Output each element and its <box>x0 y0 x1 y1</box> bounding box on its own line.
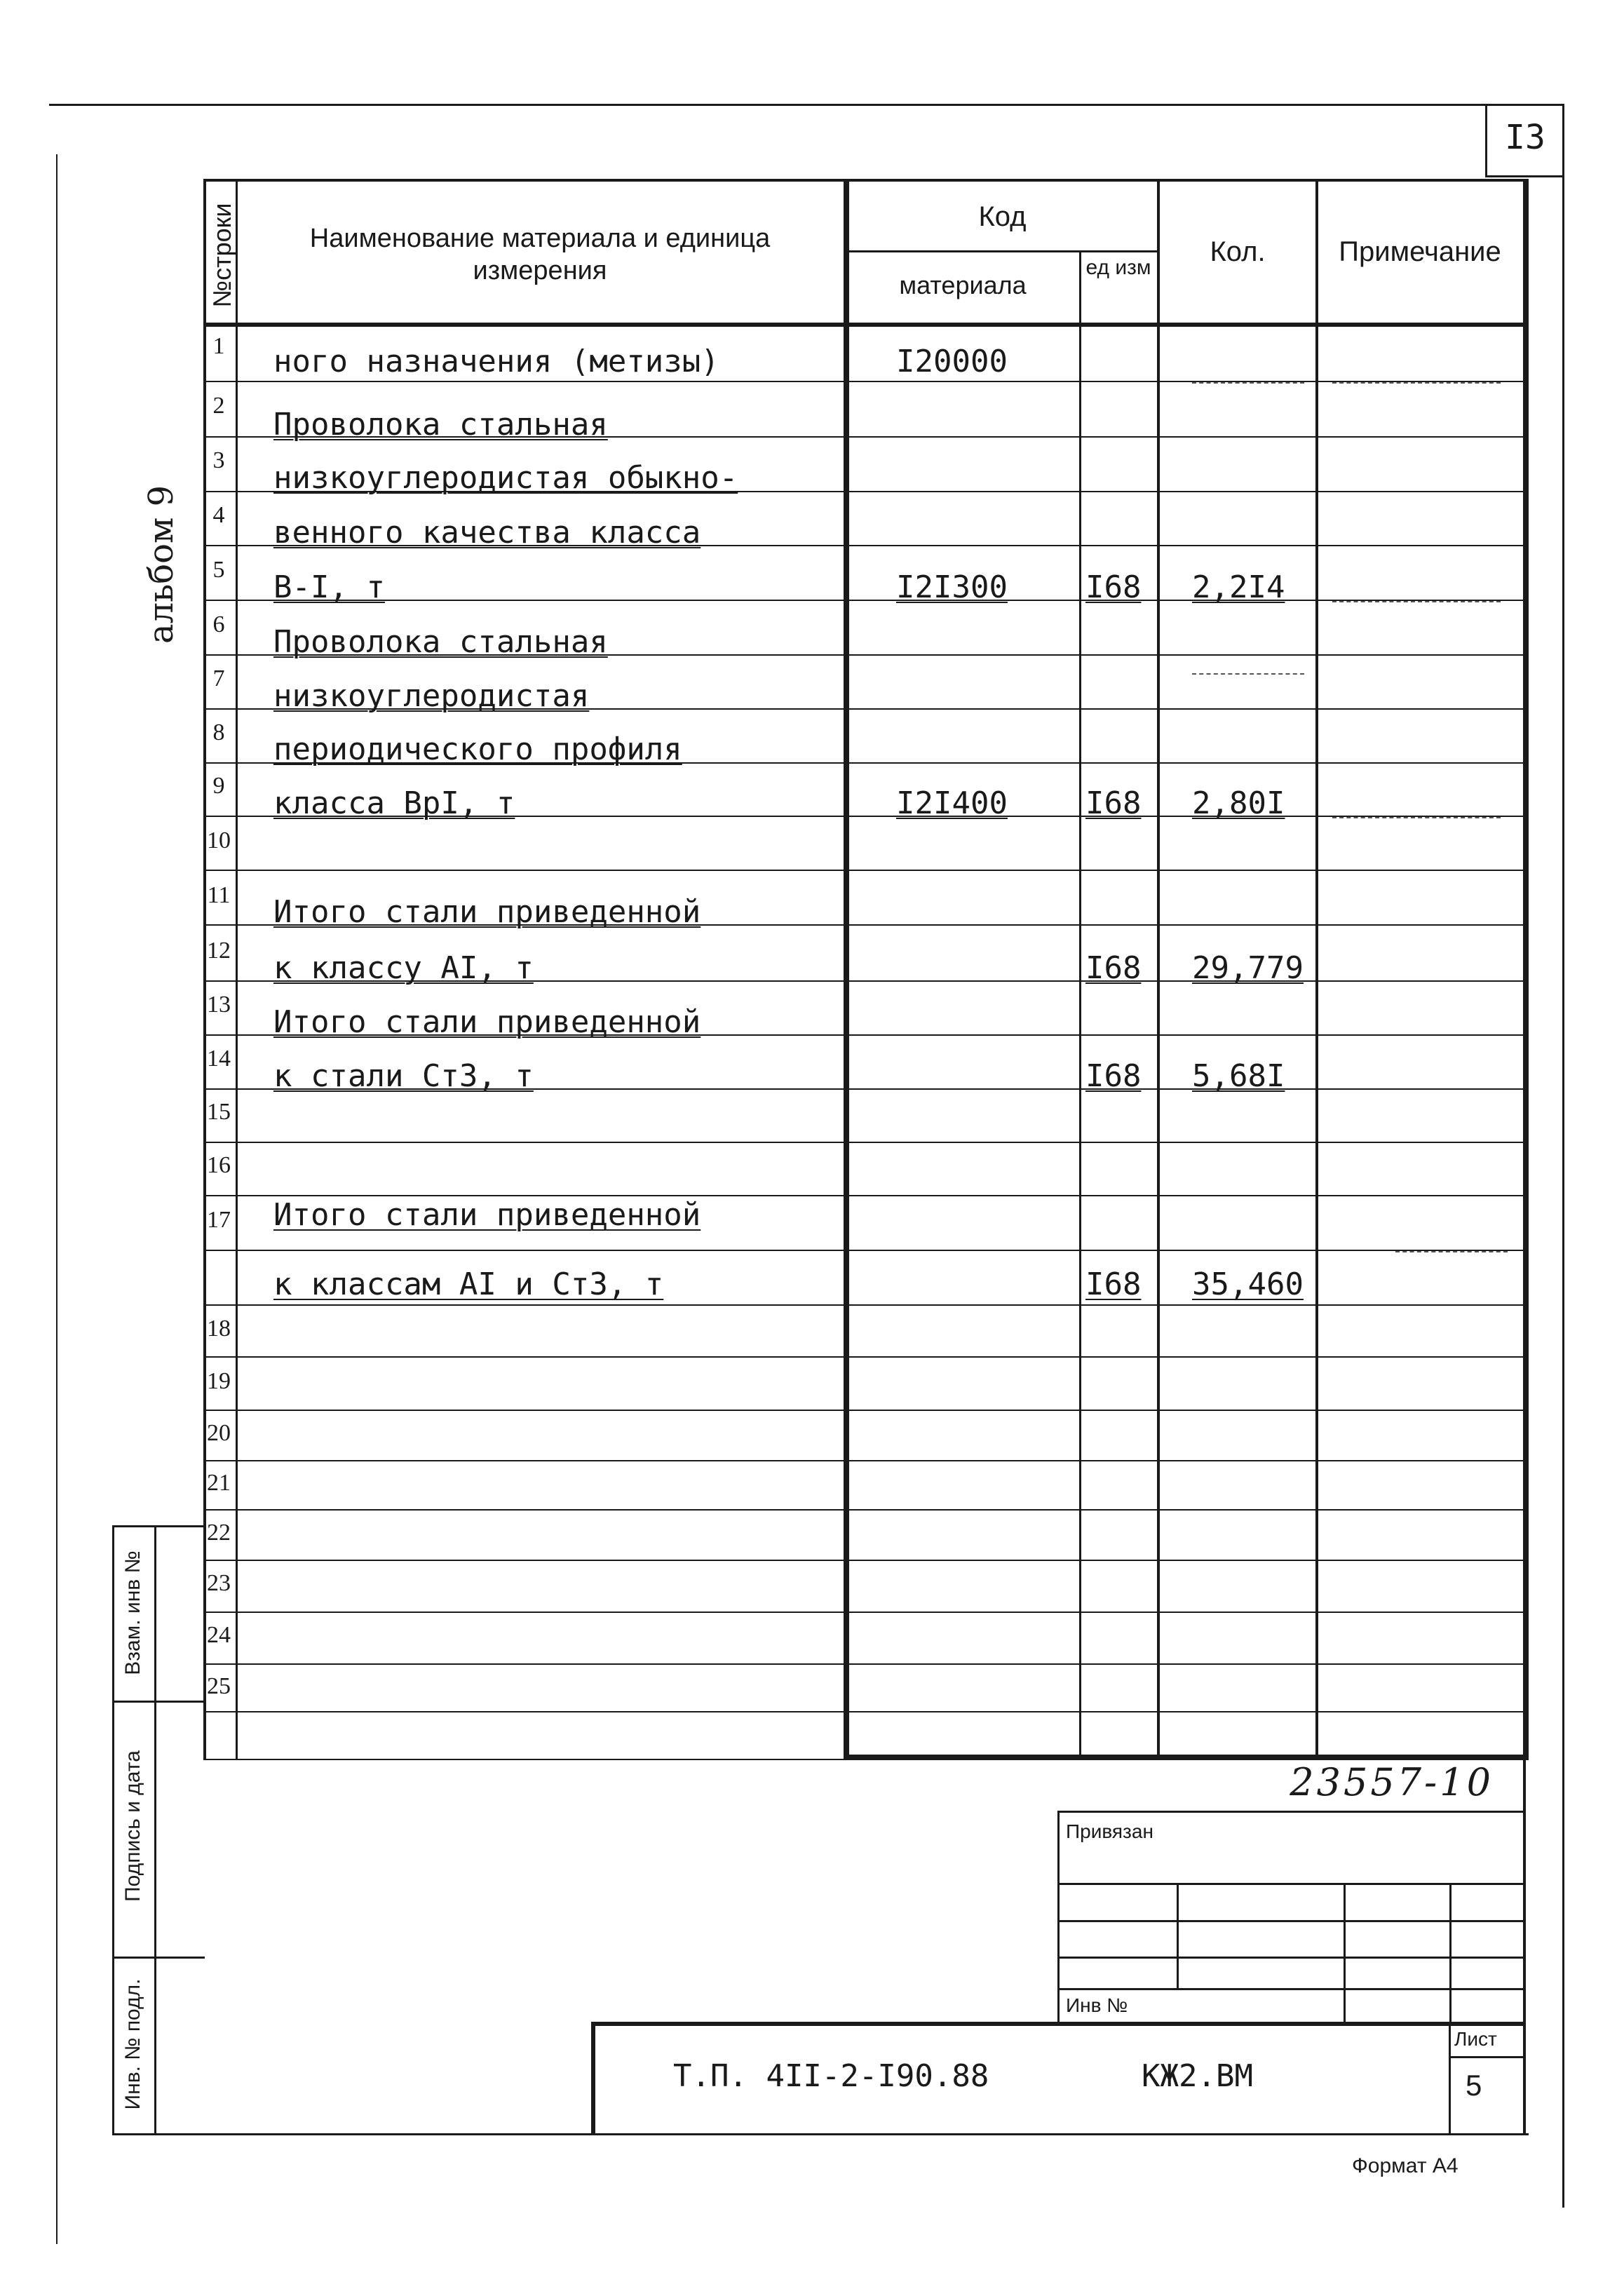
unit-col-line <box>1079 252 1081 1760</box>
row-number: 23 <box>207 1570 231 1596</box>
note-col-line <box>1315 179 1318 1760</box>
row-unit: I68 <box>1085 569 1142 605</box>
row-name: к классам АI и Ст3, т <box>273 1266 664 1302</box>
sheet-cell-sep <box>1449 2056 1526 2058</box>
margin-outer-left <box>112 1525 114 2135</box>
row-number: 1 <box>212 333 225 359</box>
row-code: I2I300 <box>896 569 1008 605</box>
bound-left <box>1057 1811 1060 2025</box>
row-number: 3 <box>212 447 225 473</box>
row-sep-20 <box>203 1410 1525 1411</box>
bound-row-1 <box>1057 1883 1525 1885</box>
row-sep-24 <box>203 1612 1525 1613</box>
row-name: к стали Ст3, т <box>273 1058 534 1094</box>
row-unit: I68 <box>1085 1058 1142 1094</box>
document-code: КЖ2.ВМ <box>1142 2058 1253 2094</box>
row-number: 8 <box>212 719 225 745</box>
margin-inner-left <box>154 1525 156 2135</box>
handwritten-number: 23557-10 <box>1290 1760 1494 1804</box>
row-name: периодического профиля <box>273 731 682 767</box>
guide-dash <box>1332 817 1501 818</box>
row-unit: I68 <box>1085 1266 1142 1302</box>
row-sep-17 <box>203 1250 1525 1251</box>
row-number: 25 <box>207 1673 231 1699</box>
header-code: Код <box>978 201 1027 232</box>
row-sep-15 <box>203 1142 1525 1143</box>
sheet-box-bottom <box>1485 175 1562 177</box>
title-left <box>591 2022 595 2135</box>
row-code: I2I400 <box>896 785 1008 821</box>
row-unit: I68 <box>1085 950 1142 986</box>
sheet-value: 5 <box>1466 2069 1482 2102</box>
format-label: Формат А4 <box>1352 2154 1459 2177</box>
row-code: I20000 <box>896 344 1008 379</box>
margin-bottom <box>112 2133 1529 2135</box>
guide-dash <box>1192 673 1304 675</box>
row-name: В-I, т <box>273 569 385 605</box>
header-qty: Кол. <box>1210 236 1266 267</box>
row-name: Проволока стальная <box>273 624 608 660</box>
row-number: 22 <box>207 1520 231 1546</box>
bound-row-3 <box>1057 1957 1525 1959</box>
row-sep-26 <box>203 1711 1525 1712</box>
row-number: 24 <box>207 1622 231 1648</box>
sheet-cell-left <box>1449 2022 1451 2135</box>
row-name: Итого стали приведенной <box>273 1004 701 1040</box>
frame-left <box>56 154 57 2244</box>
row-name: к классу АI, т <box>273 950 534 986</box>
header-row-number: №строки <box>208 203 236 308</box>
row-name: класса ВрI, т <box>273 785 515 821</box>
row-sep-16 <box>203 1195 1525 1196</box>
bound-col-2 <box>1344 1883 1346 2023</box>
guide-dash <box>1332 382 1501 384</box>
header-bottom <box>203 323 1529 327</box>
row-name: Проволока стальная <box>273 407 608 442</box>
margin-top <box>112 1525 205 1527</box>
row-qty: 2,2I4 <box>1192 569 1285 605</box>
row-sep-25 <box>203 1663 1525 1665</box>
row-number: 20 <box>207 1420 231 1446</box>
row-number: 6 <box>212 612 225 637</box>
table-right <box>1523 179 1529 1760</box>
bound-top <box>1059 1811 1525 1813</box>
row-sep-10 <box>203 870 1525 871</box>
row-number: 14 <box>207 1046 231 1072</box>
guide-dash <box>1332 601 1501 602</box>
table-bottom <box>844 1755 1529 1760</box>
margin-sep-1 <box>112 1701 205 1703</box>
row-number: 4 <box>212 502 225 528</box>
album-label: альбом 9 <box>142 485 181 644</box>
row-number: 19 <box>207 1368 231 1394</box>
rownum-col-line <box>236 179 238 1760</box>
header-note: Примечание <box>1339 236 1501 267</box>
row-sep-1 <box>203 381 1525 382</box>
row-number: 18 <box>207 1316 231 1342</box>
name-area-bottom <box>203 1759 844 1760</box>
row-sep-22 <box>203 1509 1525 1511</box>
row-name: низкоуглеродистая <box>273 678 590 714</box>
guide-dash <box>1395 1251 1508 1252</box>
header-name: Наименование материала и единица измерения <box>309 224 771 285</box>
guide-dash <box>1192 382 1304 384</box>
designation: Т.П. 4II-2-I90.88 <box>673 2058 989 2094</box>
row-sep-18 <box>203 1304 1525 1306</box>
frame-top <box>49 104 1564 106</box>
row-number: 16 <box>207 1152 231 1178</box>
qty-col-line <box>1157 179 1160 1760</box>
margin-inv-podl: Инв. № подл. <box>121 1978 144 2110</box>
row-number: 7 <box>212 665 225 691</box>
row-sep-23 <box>203 1560 1525 1561</box>
margin-signature-date: Подпись и дата <box>121 1750 144 1902</box>
row-number: 12 <box>207 938 231 964</box>
bound-col-3 <box>1449 1883 1452 2023</box>
sheet-label: Лист <box>1454 2028 1497 2050</box>
bound-label: Привязан <box>1066 1820 1153 1842</box>
sheet-box-left <box>1485 105 1487 175</box>
margin-sep-2 <box>112 1957 205 1959</box>
row-number: 13 <box>207 992 231 1018</box>
bound-col-1 <box>1177 1883 1179 1988</box>
row-number: 5 <box>212 557 225 583</box>
row-name: венного качества класса <box>273 515 701 550</box>
row-name: ного назначения (метизы) <box>273 344 719 379</box>
row-number: 11 <box>207 882 231 908</box>
row-name: низкоуглеродистая обыкно- <box>273 460 738 496</box>
inv-label: Инв № <box>1066 1994 1128 2016</box>
row-number: 21 <box>207 1470 231 1496</box>
bound-row-2 <box>1057 1920 1525 1922</box>
row-qty: 2,80I <box>1192 785 1285 821</box>
row-name: Итого стали приведенной <box>273 1197 701 1233</box>
header-unit: ед изм <box>1085 256 1151 279</box>
row-number: 10 <box>207 827 231 853</box>
frame-right <box>1562 104 1564 2208</box>
row-number: 15 <box>207 1099 231 1125</box>
row-qty: 5,68I <box>1192 1058 1285 1094</box>
table-top <box>203 179 1525 182</box>
code-subheader-line <box>846 250 1158 252</box>
row-sep-5 <box>203 600 1525 601</box>
form-right-border <box>1523 1760 1526 2135</box>
row-number: 2 <box>212 393 225 419</box>
row-unit: I68 <box>1085 785 1142 821</box>
row-sep-19 <box>203 1356 1525 1358</box>
header-material: материала <box>899 271 1027 299</box>
margin-vzam-inv: Взам. инв № <box>121 1550 144 1675</box>
title-top <box>593 2022 1525 2026</box>
row-number: 9 <box>212 773 225 799</box>
row-name: Итого стали приведенной <box>273 894 701 930</box>
bound-row-4 <box>1057 1988 1525 1990</box>
sheet-number: I3 <box>1505 118 1545 157</box>
name-col-line <box>844 179 849 1760</box>
row-sep-21 <box>203 1460 1525 1461</box>
row-qty: 35,460 <box>1192 1266 1304 1302</box>
row-qty: 29,779 <box>1192 950 1304 986</box>
row-number: 17 <box>207 1207 231 1233</box>
